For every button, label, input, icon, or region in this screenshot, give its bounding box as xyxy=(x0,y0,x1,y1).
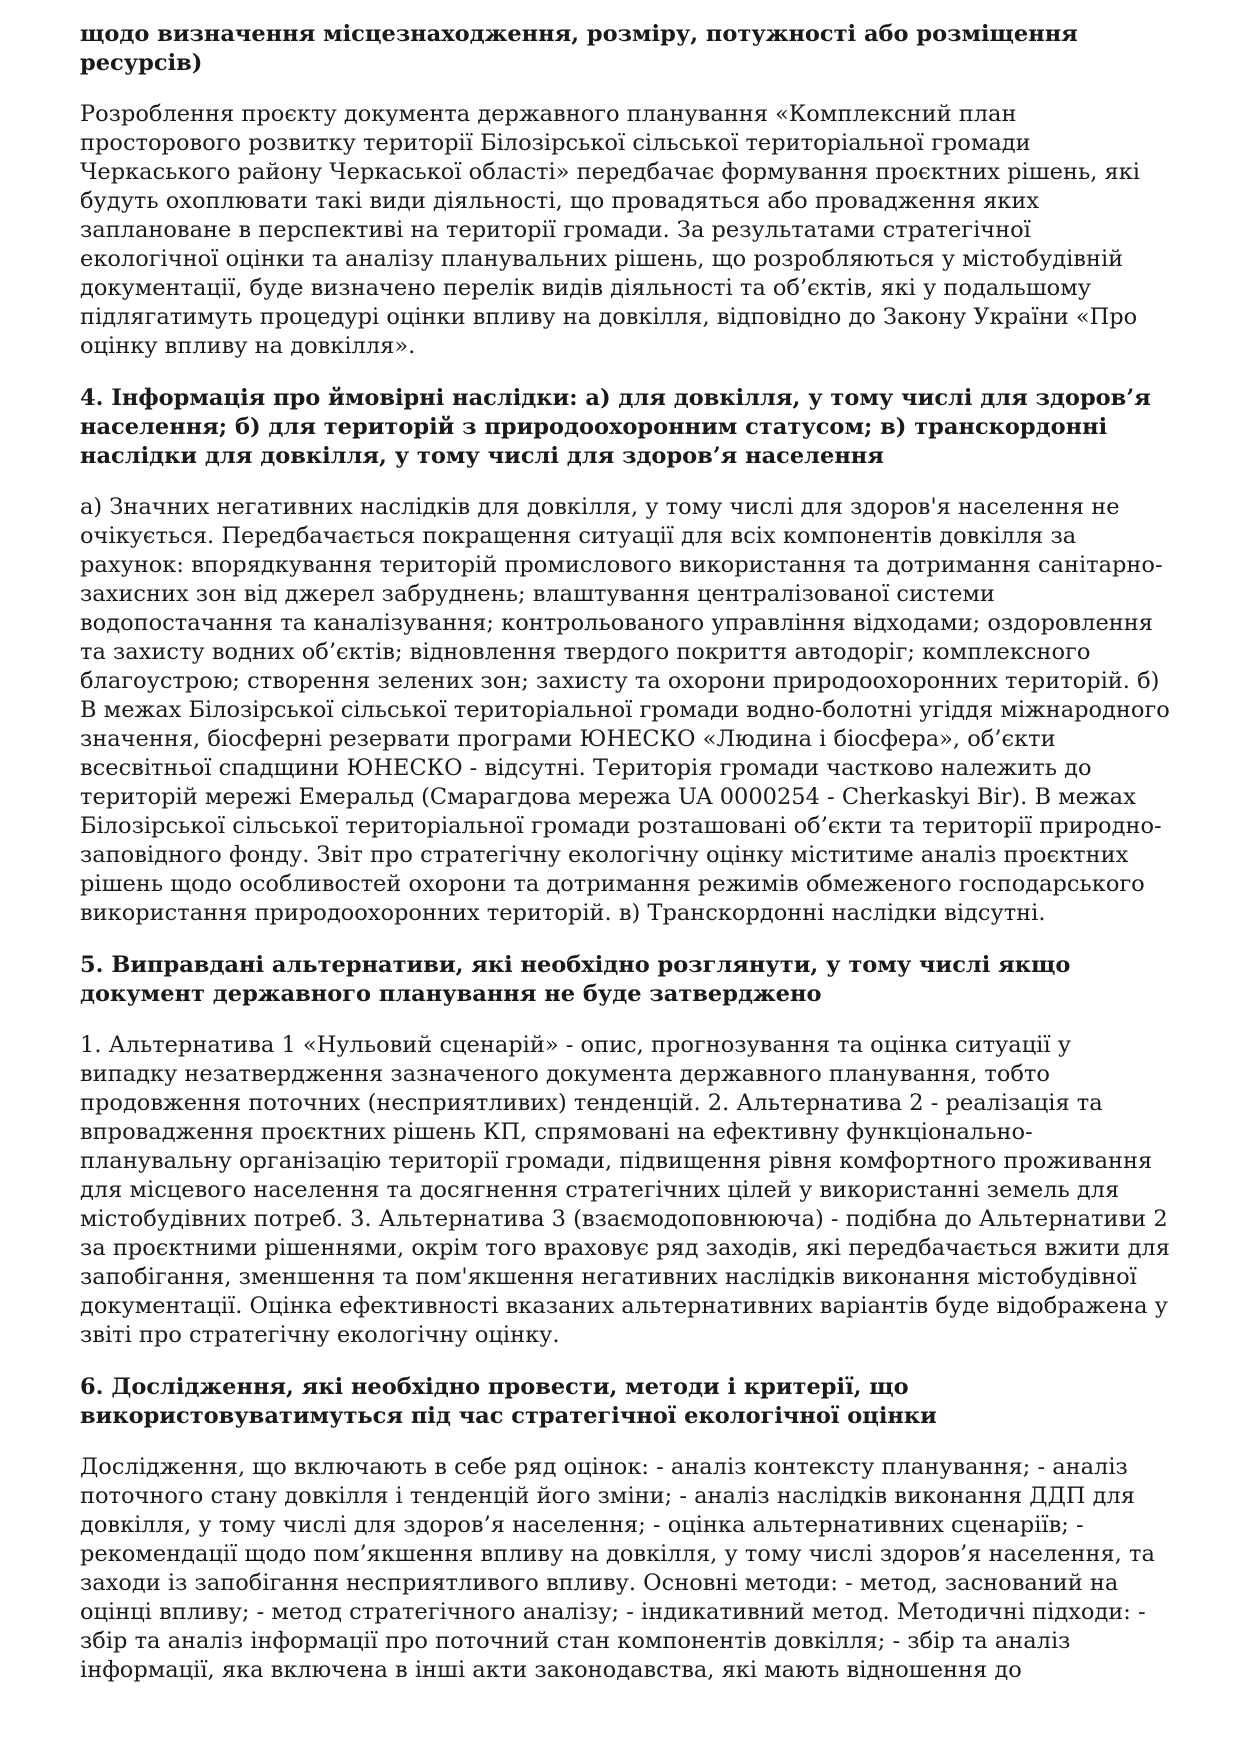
section-4-heading: 4. Інформація про ймовірні наслідки: а) для довкілля, у тому числі для здоров’я населення; б) для територій з природоохоронним статусом; в) транскордонні наслідки для довкілля, у тому числі для здоров’я населення xyxy=(80,385,1151,469)
section-6-text: Дослідження, що включають в себе ряд оцінок: - аналіз контексту планування; - аналіз поточного стану довкілля і тенденцій його зміни; - аналіз наслідків виконання ДДП для довкілля, у тому числі для здоров’я населення; - оцінка альтернативних сценаріїв; - рекомендації щодо пом’якшення впливу на довкілля, у тому числі здоров’я населення, та заходи із запобігання несприятливого впливу. Основні методи: - метод, заснований на оцінці впливу; - метод стратегічного аналізу; - індикативний метод. Методичні підходи: - збір та аналіз інформації про поточний стан компонентів довкілля; - збір та аналіз інформації, яка включена в інші акти законодавства, які мають відношення до xyxy=(80,1454,1155,1683)
section-heading-continuation: щодо визначення місцезнаходження, розміру, потужності або розміщення ресурсів) xyxy=(80,21,1078,76)
section-6-heading: 6. Дослідження, які необхідно провести, методи і критерії, що використовуватимуться під час стратегічної екологічної оцінки xyxy=(80,1374,937,1429)
section-3-text: Розроблення проєкту документа державного планування «Комплексний план просторового розвитку території Білозірської сільської територіальної громади Черкаського району Черкаської області» передбачає формування проєктних рішень, які будуть охоплювати такі види діяльності, що провадяться або провадження яких заплановане в перспективі на території громади. За результатами стратегічної екологічної оцінки та аналізу планувальних рішень, що розробляються у містобудівній документації, буде визначено перелік видів діяльності та об’єктів, які у подальшому підлягатимуть процедурі оцінки впливу на довкілля, відповідно до Закону України «Про оцінку впливу на довкілля». xyxy=(80,101,1140,359)
section-4-text: а) Значних негативних наслідків для довкілля, у тому числі для здоров'я населення не очікується. Передбачається покращення ситуації для всіх компонентів довкілля за рахунок: впорядкування територій промислового використання та дотримання санітарно-захисних зон від джерел забруднень; влаштування централізованої системи водопостачання та каналізування; контрольованого управління відходами; оздоровлення та захисту водних об’єктів; відновлення твердого покриття автодоріг; комплексного благоустрою; створення зелених зон; захисту та охорони природоохоронних територій. б) В межах Білозірської сільської територіальної громади водно-болотні угіддя міжнародного значення, біосферні резервати програми ЮНЕСКО «Людина і біосфера», об’єкти всесвітньої спадщини ЮНЕСКО - відсутні. Територія громади частково належить до територій мережі Емеральд (Смарагдова мережа UA 0000254 - Cherkaskyi Bir). В межах Білозірської сільської територіальної громади розташовані об’єкти та території природно-заповідного фонду. Звіт про стратегічну екологічну оцінку міститиме аналіз проєктних рішень щодо особливостей охорони та дотримання режимів обмеженого господарського використання природоохоронних територій. в) Транскордонні наслідки відсутні. xyxy=(80,494,1170,926)
section-5-text: 1. Альтернатива 1 «Нульовий сценарій» - опис, прогнозування та оцінка ситуації у випадку незатвердження зазначеного документа державного планування, тобто продовження поточних (несприятливих) тенденцій. 2. Альтернатива 2 - реалізація та впровадження проєктних рішень КП, спрямовані на ефективну функціонально-планувальну організацію території громади, підвищення рівня комфортного проживання для місцевого населення та досягнення стратегічних цілей у використанні земель для містобудівних потреб. 3. Альтернатива 3 (взаємодоповнююча) - подібна до Альтернативи 2 за проєктними рішеннями, окрім того враховує ряд заходів, які передбачається вжити для запобігання, зменшення та пом'якшення негативних наслідків виконання містобудівної документації. Оцінка ефективності вказаних альтернативних варіантів буде відображена у звіті про стратегічну екологічну оцінку. xyxy=(80,1032,1170,1348)
section-5-heading: 5. Виправдані альтернативи, які необхідно розглянути, у тому числі якщо документ державного планування не буде затверджено xyxy=(80,952,1071,1007)
